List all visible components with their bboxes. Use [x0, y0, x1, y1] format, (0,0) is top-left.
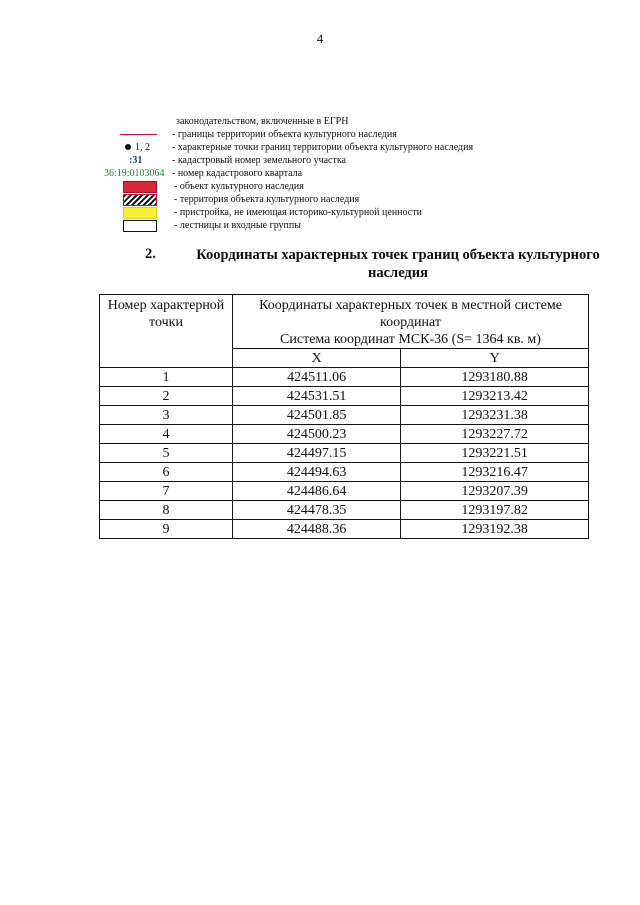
legend-text: - характерные точки границ территории объекта культурного наследия	[172, 142, 474, 153]
y-coordinate-cell: 1293221.51	[401, 444, 589, 463]
table-row	[100, 520, 589, 539]
section-number: 2.	[145, 246, 156, 262]
point-label: 1, 2	[135, 142, 150, 153]
y-coordinate-cell: 1293180.88	[401, 368, 589, 387]
x-coordinate-cell: 424494.63	[233, 463, 401, 482]
coordinates-header-line2: Система координат МСК-36 (S= 1364 кв. м)	[280, 332, 541, 347]
white-box-icon	[123, 220, 157, 232]
table-row	[100, 425, 589, 444]
table-row	[100, 482, 589, 501]
legend-text: - лестницы и входные группы	[174, 220, 301, 231]
table-row	[100, 444, 589, 463]
legend-item-quarter	[0, 167, 640, 180]
x-coordinate-cell: 424501.85	[233, 406, 401, 425]
table-row	[100, 406, 589, 425]
x-header: X	[233, 349, 401, 368]
point-number-cell: 7	[100, 482, 233, 501]
legend-text: - границы территории объекта культурного наследия	[172, 129, 397, 140]
legend-item-cadastral	[0, 154, 640, 167]
point-number-cell: 5	[100, 444, 233, 463]
legend-text: - пристройка, не имеющая историко-культурной ценности	[174, 207, 422, 218]
red-box-icon	[123, 181, 157, 193]
legend-text: - кадастровый номер земельного участка	[172, 155, 346, 166]
red-boundary-line-icon	[120, 134, 157, 135]
y-header: Y	[401, 349, 589, 368]
point-number-cell: 6	[100, 463, 233, 482]
y-coordinate-cell: 1293197.82	[401, 501, 589, 520]
legend-text: - номер кадастрового квартала	[172, 168, 303, 179]
legend-item-territory	[0, 193, 640, 206]
coordinates-header	[233, 295, 589, 349]
x-coordinate-cell: 424531.51	[233, 387, 401, 406]
hatched-box-icon	[123, 194, 157, 206]
coordinates-table	[99, 294, 589, 539]
x-coordinate-cell: 424497.15	[233, 444, 401, 463]
x-coordinate-cell: 424511.06	[233, 368, 401, 387]
y-coordinate-cell: 1293216.47	[401, 463, 589, 482]
legend-item-stairs	[0, 219, 640, 232]
x-coordinate-cell: 424478.35	[233, 501, 401, 520]
table-row	[100, 368, 589, 387]
legend-text: - территория объекта культурного наследия	[174, 194, 360, 205]
y-coordinate-cell: 1293231.38	[401, 406, 589, 425]
page-number: 4	[316, 31, 324, 46]
y-coordinate-cell: 1293192.38	[401, 520, 589, 539]
quarter-number-symbol: 36:19:0103064	[104, 168, 165, 179]
point-dot-icon	[125, 144, 131, 150]
cadastral-number-symbol: :31	[129, 155, 143, 166]
x-coordinate-cell: 424486.64	[233, 482, 401, 501]
y-coordinate-cell: 1293213.42	[401, 387, 589, 406]
coordinates-header-line1: Координаты характерных точек в местной системе координат	[259, 298, 562, 330]
table-row	[100, 463, 589, 482]
legend-item-boundary	[0, 128, 640, 141]
legend-text: - объект культурного наследия	[174, 181, 304, 192]
point-number-cell: 1	[100, 368, 233, 387]
y-coordinate-cell: 1293207.39	[401, 482, 589, 501]
legend-item-annex	[0, 206, 640, 219]
point-number-cell: 8	[100, 501, 233, 520]
x-coordinate-cell: 424488.36	[233, 520, 401, 539]
yellow-box-icon	[123, 207, 157, 219]
table-row	[100, 501, 589, 520]
point-number-header: Номер характерной точки	[100, 295, 233, 368]
point-number-cell: 4	[100, 425, 233, 444]
point-number-cell: 2	[100, 387, 233, 406]
section-title: Координаты характерных точек границ объекта культурного наследия	[196, 247, 600, 281]
legend-item-object	[0, 180, 640, 193]
table-row	[100, 387, 589, 406]
legend-intro: законодательством, включенные в ЕГРН	[176, 116, 349, 127]
x-coordinate-cell: 424500.23	[233, 425, 401, 444]
y-coordinate-cell: 1293227.72	[401, 425, 589, 444]
legend-item-points	[0, 141, 640, 154]
point-number-cell: 3	[100, 406, 233, 425]
point-number-cell: 9	[100, 520, 233, 539]
coordinates-rows	[100, 368, 589, 539]
